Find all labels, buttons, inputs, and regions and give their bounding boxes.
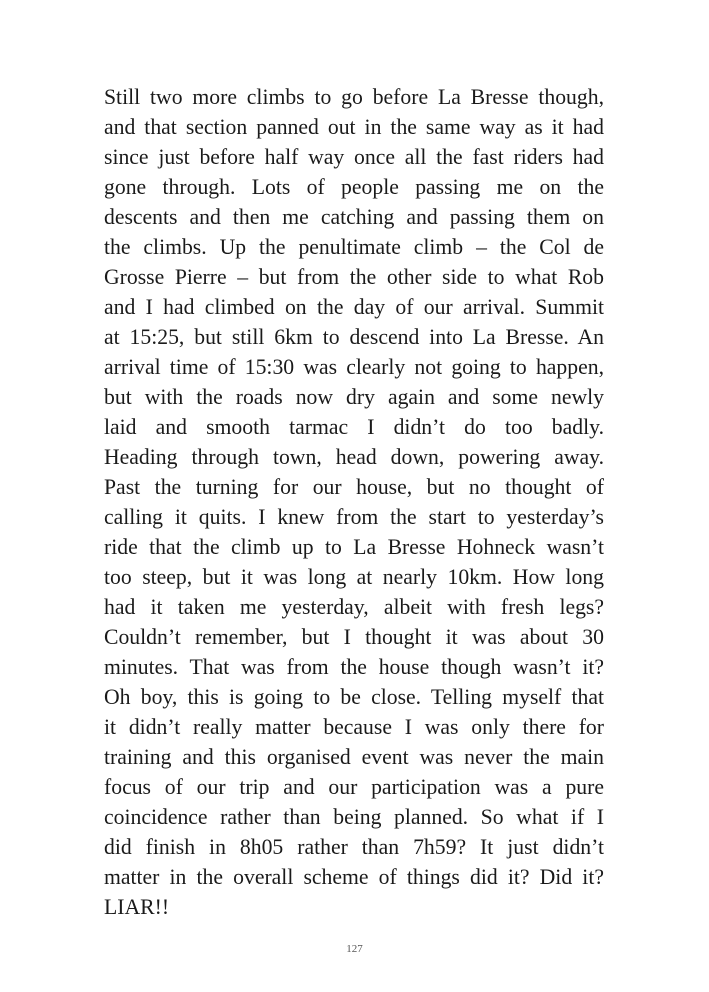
paragraph-line: the climbs. Up the penultimate climb – the Col de bbox=[104, 235, 604, 259]
paragraph-line: coincidence rather than being planned. So what if I bbox=[104, 805, 604, 829]
paragraph-line: Still two more climbs to go before La Bresse though, bbox=[104, 85, 604, 109]
paragraph-line: at 15:25, but still 6km to descend into La Bresse. An bbox=[104, 325, 604, 349]
paragraph-line: but with the roads now dry again and some newly bbox=[104, 385, 604, 409]
page-number: 127 bbox=[346, 943, 363, 955]
paragraph-line: Couldn’t remember, but I thought it was about 30 bbox=[104, 625, 604, 649]
paragraph-line: matter in the overall scheme of things did it? Did it? bbox=[104, 865, 604, 889]
paragraph-line: LIAR!! bbox=[104, 895, 170, 919]
paragraph-line: Oh boy, this is going to be close. Telling myself that bbox=[104, 685, 604, 709]
paragraph-line: did finish in 8h05 rather than 7h59? It just didn’t bbox=[104, 835, 604, 859]
paragraph-line: minutes. That was from the house though wasn’t it? bbox=[104, 655, 604, 679]
paragraph-line: since just before half way once all the fast riders had bbox=[104, 145, 604, 169]
paragraph-line: focus of our trip and our participation was a pure bbox=[104, 775, 604, 799]
paragraph-line: it didn’t really matter because I was only there for bbox=[104, 715, 604, 739]
paragraph-line: had it taken me yesterday, albeit with fresh legs? bbox=[104, 595, 604, 619]
paragraph-line: arrival time of 15:30 was clearly not going to happen, bbox=[104, 355, 604, 379]
body-paragraph bbox=[104, 82, 604, 922]
paragraph-line: and that section panned out in the same way as it had bbox=[104, 115, 604, 139]
paragraph-line: Past the turning for our house, but no thought of bbox=[104, 475, 604, 499]
paragraph-line: ride that the climb up to La Bresse Hohneck wasn’t bbox=[104, 535, 604, 559]
paragraph-line: Grosse Pierre – but from the other side to what Rob bbox=[104, 265, 604, 289]
paragraph-line: training and this organised event was never the main bbox=[104, 745, 604, 769]
paragraph-line: descents and then me catching and passing them on bbox=[104, 205, 604, 229]
paragraph-line: and I had climbed on the day of our arrival. Summit bbox=[104, 295, 604, 319]
paragraph-line: too steep, but it was long at nearly 10km. How long bbox=[104, 565, 604, 589]
paragraph-line: gone through. Lots of people passing me on the bbox=[104, 175, 604, 199]
paragraph-line: Heading through town, head down, powering away. bbox=[104, 445, 604, 469]
paragraph-line: calling it quits. I knew from the start to yesterday’s bbox=[104, 505, 604, 529]
paragraph-line: laid and smooth tarmac I didn’t do too badly. bbox=[104, 415, 604, 439]
